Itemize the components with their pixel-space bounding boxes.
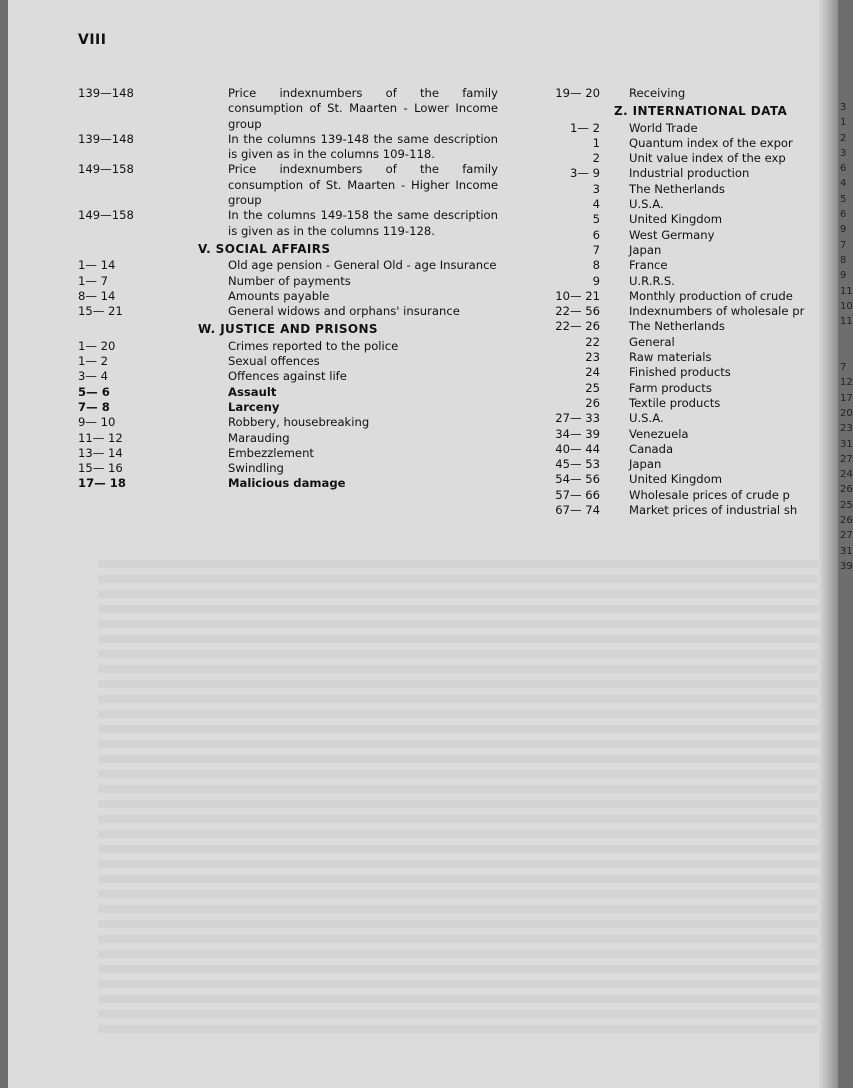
index-entry	[546, 365, 838, 380]
index-entry	[78, 289, 498, 304]
column-range: 5— 6	[78, 384, 110, 399]
index-entry	[546, 136, 838, 151]
index-entry	[546, 166, 838, 181]
edge-digit	[840, 329, 850, 344]
column-range: 54— 56	[555, 472, 600, 487]
entry-description: Price indexnumbers of the family consumption of St. Maarten - Higher Income group	[228, 162, 498, 208]
index-entry	[546, 442, 838, 457]
entry-description: Monthly production of crude	[629, 288, 793, 303]
index-entry	[546, 381, 838, 396]
edge-digit: 11	[840, 285, 853, 297]
entry-description: Raw materials	[629, 350, 712, 365]
entry-description: Crimes reported to the police	[228, 338, 399, 353]
entry-description: Industrial production	[629, 166, 750, 181]
index-entry	[78, 162, 498, 208]
edge-digit: 7	[840, 239, 847, 251]
edge-digit: 1	[840, 117, 847, 129]
edge-digit: 7	[840, 362, 847, 374]
column-range: 149—158	[78, 162, 134, 177]
index-entry	[78, 339, 498, 354]
entry-description: France	[629, 258, 668, 273]
column-range: 149—158	[78, 208, 134, 223]
index-entry	[546, 335, 838, 350]
index-entry	[78, 431, 498, 446]
column-range: 9— 10	[78, 415, 116, 430]
section-heading: V. SOCIAL AFFAIRS	[198, 241, 331, 256]
column-range: 27— 33	[555, 411, 600, 426]
entry-description: Swindling	[228, 461, 284, 476]
edge-digit: 27	[840, 530, 853, 542]
column-range: 24	[585, 365, 600, 380]
section-heading: W. JUSTICE AND PRISONS	[198, 322, 378, 337]
index-entry	[546, 457, 838, 472]
entry-description: U.S.A.	[629, 411, 664, 426]
index-entry	[546, 258, 838, 273]
column-range: 34— 39	[555, 426, 600, 441]
index-entry	[546, 427, 838, 442]
edge-digit: 26	[840, 484, 853, 496]
edge-digit: 12	[840, 377, 853, 389]
index-entry	[546, 86, 838, 101]
edge-digit: 2	[840, 132, 847, 144]
entry-description: U.S.A.	[629, 197, 664, 212]
edge-digit: 11	[840, 316, 853, 328]
column-range: 6	[592, 227, 600, 242]
column-range: 1— 7	[78, 273, 109, 288]
index-entry	[78, 400, 498, 415]
column-range: 4	[592, 197, 600, 212]
index-entry	[78, 258, 498, 273]
edge-digit: 24	[840, 469, 853, 481]
entry-description: Malicious damage	[228, 476, 346, 491]
index-entry	[546, 121, 838, 136]
edge-digit: 39	[840, 560, 853, 572]
entry-description: In the columns 139-148 the same description is given as in the columns 109-118.	[228, 131, 498, 162]
entry-description: Unit value index of the exp	[629, 151, 786, 166]
edge-digit: 26	[840, 515, 853, 527]
edge-digit: 6	[840, 163, 847, 175]
column-range: 3— 9	[569, 166, 600, 181]
index-entry	[546, 319, 838, 334]
column-range: 40— 44	[555, 441, 600, 456]
column-range: 22	[585, 334, 600, 349]
right-column	[546, 86, 838, 518]
column-range: 3	[592, 181, 600, 196]
index-entry	[546, 274, 838, 289]
entry-description: West Germany	[629, 227, 715, 242]
edge-digit: 9	[840, 270, 847, 282]
column-range: 1	[592, 135, 600, 150]
entry-description: Sexual offences	[228, 354, 320, 369]
column-range: 1— 2	[78, 354, 109, 369]
column-range: 15— 16	[78, 461, 123, 476]
edge-digit: 20	[840, 407, 853, 419]
column-range: 3— 4	[78, 369, 109, 384]
column-range: 57— 66	[555, 487, 600, 502]
edge-digit: 6	[840, 209, 847, 221]
edge-digit: 3	[840, 147, 847, 159]
column-range: 1— 14	[78, 258, 116, 273]
index-entry	[546, 396, 838, 411]
index-entry	[78, 354, 498, 369]
edge-digit: 5	[840, 193, 847, 205]
adjacent-page-edge	[840, 100, 853, 574]
entry-description: Market prices of industrial sh	[629, 503, 798, 518]
index-entry	[78, 385, 498, 400]
index-entry	[546, 411, 838, 426]
entry-description: United Kingdom	[629, 212, 723, 227]
column-range: 13— 14	[78, 445, 123, 460]
index-entry	[78, 86, 498, 132]
index-entry	[546, 503, 838, 518]
edge-digit: 10	[840, 300, 853, 312]
entry-description: The Netherlands	[629, 319, 725, 334]
entry-description: Amounts payable	[228, 288, 330, 303]
entry-description: General	[629, 334, 675, 349]
column-range: 22— 26	[555, 319, 600, 334]
column-range: 23	[585, 350, 600, 365]
entry-description: Offences against life	[228, 369, 347, 384]
left-column	[78, 86, 498, 492]
column-range: 25	[585, 380, 600, 395]
column-range: 7	[592, 242, 600, 257]
column-range: 8	[592, 258, 600, 273]
entry-description: Assault	[228, 384, 277, 399]
index-entry	[546, 182, 838, 197]
column-range: 17— 18	[78, 476, 126, 491]
edge-digit: 8	[840, 254, 847, 266]
index-entry	[546, 488, 838, 503]
index-entry	[78, 304, 498, 319]
entry-description: Marauding	[228, 430, 290, 445]
edge-digit: 17	[840, 392, 853, 404]
column-range: 1— 2	[569, 120, 600, 135]
entry-description: Farm products	[629, 380, 712, 395]
index-entry	[546, 197, 838, 212]
entry-description: World Trade	[629, 120, 698, 135]
entry-description: General widows and orphans' insurance	[228, 304, 460, 319]
entry-description: Number of payments	[228, 273, 351, 288]
index-entry	[546, 304, 838, 319]
edge-digit: 4	[840, 178, 847, 190]
column-range: 67— 74	[555, 503, 600, 518]
entry-description: In the columns 149-158 the same description is given as in the columns 119-128.	[228, 208, 498, 238]
entry-description: Embezzlement	[228, 445, 314, 460]
column-range: 139—148	[78, 86, 134, 100]
edge-digit: 31	[840, 545, 853, 557]
column-range: 26	[585, 395, 600, 410]
section-heading: Z. INTERNATIONAL DATA	[614, 104, 788, 119]
entry-description: Venezuela	[629, 426, 689, 441]
entry-description: Japan	[629, 242, 662, 257]
index-entry	[78, 446, 498, 461]
index-entry	[78, 132, 498, 163]
index-entry	[546, 243, 838, 258]
edge-digit: 27	[840, 453, 853, 465]
column-range: 22— 56	[555, 304, 600, 319]
edge-digit	[840, 345, 850, 360]
entry-description: Japan	[629, 457, 662, 472]
entry-description: The Netherlands	[629, 181, 725, 196]
column-range: 5	[592, 212, 600, 227]
entry-description: Quantum index of the expor	[629, 135, 793, 150]
edge-digit: 31	[840, 438, 853, 450]
index-entry	[78, 369, 498, 384]
entry-description: Old age pension - General Old - age Insurance	[228, 258, 497, 273]
bleed-through-text	[98, 560, 818, 1040]
entry-description: U.R.R.S.	[629, 273, 675, 288]
edge-digit: 23	[840, 423, 853, 435]
column-range: 8— 14	[78, 288, 116, 303]
entry-description: Price indexnumbers of the family consumption of St. Maarten - Lower Income group	[228, 86, 498, 131]
index-entry	[78, 415, 498, 430]
entry-description: United Kingdom	[629, 472, 723, 487]
column-range: 139—148	[78, 131, 134, 146]
index-entry	[546, 289, 838, 304]
entry-description: Larceny	[228, 399, 280, 414]
edge-digit: 9	[840, 224, 847, 236]
index-entry	[78, 461, 498, 476]
entry-description: Receiving	[629, 86, 686, 100]
edge-digit: 3	[840, 102, 847, 113]
column-range: 10— 21	[555, 288, 600, 303]
index-entry	[546, 350, 838, 365]
index-entry	[546, 228, 838, 243]
index-entry	[546, 151, 838, 166]
document-page	[8, 0, 838, 1088]
entry-description: Indexnumbers of wholesale pr	[629, 304, 805, 319]
index-entry	[78, 274, 498, 289]
page-number: VIII	[78, 32, 107, 48]
column-range: 45— 53	[555, 457, 600, 472]
index-entry	[546, 212, 838, 227]
column-range: 1— 20	[78, 338, 116, 353]
column-range: 15— 21	[78, 304, 123, 319]
entry-description: Finished products	[629, 365, 731, 380]
entry-description: Textile products	[629, 395, 721, 410]
column-range: 7— 8	[78, 399, 110, 414]
column-range: 2	[592, 151, 600, 166]
column-range: 11— 12	[78, 430, 123, 445]
entry-description: Wholesale prices of crude p	[629, 487, 790, 502]
index-entry	[78, 476, 498, 491]
index-entry	[546, 472, 838, 487]
entry-description: Robbery, housebreaking	[228, 415, 370, 430]
column-range: 19— 20	[555, 86, 600, 100]
entry-description: Canada	[629, 441, 674, 456]
edge-digit: 25	[840, 499, 853, 511]
index-entry	[78, 208, 498, 239]
column-range: 9	[592, 273, 600, 288]
